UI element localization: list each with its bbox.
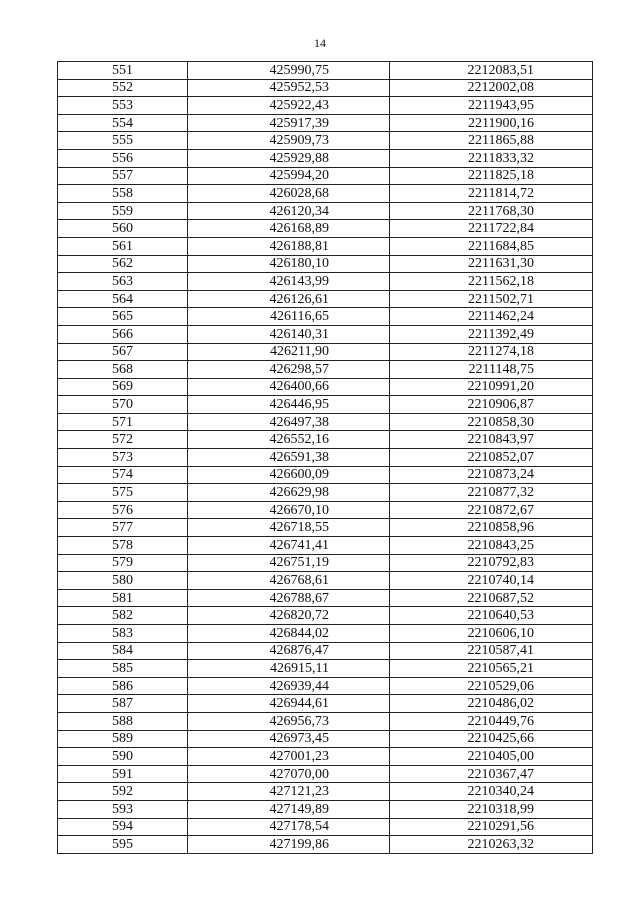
point-number-cell: 595 xyxy=(58,836,188,854)
point-number-cell: 563 xyxy=(58,273,188,291)
point-number-cell: 588 xyxy=(58,712,188,730)
x-coordinate-cell: 425917,39 xyxy=(188,114,390,132)
table-row xyxy=(58,642,593,660)
y-coordinate-cell: 2211274,18 xyxy=(390,343,593,361)
point-number-cell: 553 xyxy=(58,97,188,115)
y-coordinate-cell: 2210291,56 xyxy=(390,818,593,836)
y-coordinate-cell: 2210486,02 xyxy=(390,695,593,713)
table-row xyxy=(58,396,593,414)
point-number-cell: 560 xyxy=(58,220,188,238)
x-coordinate-cell: 426670,10 xyxy=(188,501,390,519)
coordinates-table-body xyxy=(58,62,593,854)
x-coordinate-cell: 425929,88 xyxy=(188,149,390,167)
y-coordinate-cell: 2210367,47 xyxy=(390,765,593,783)
table-row xyxy=(58,149,593,167)
point-number-cell: 551 xyxy=(58,62,188,80)
table-row xyxy=(58,554,593,572)
point-number-cell: 567 xyxy=(58,343,188,361)
x-coordinate-cell: 426600,09 xyxy=(188,466,390,484)
table-row xyxy=(58,167,593,185)
y-coordinate-cell: 2210877,32 xyxy=(390,484,593,502)
point-number-cell: 561 xyxy=(58,237,188,255)
x-coordinate-cell: 426116,65 xyxy=(188,308,390,326)
y-coordinate-cell: 2210843,25 xyxy=(390,537,593,555)
y-coordinate-cell: 2211943,95 xyxy=(390,97,593,115)
y-coordinate-cell: 2211684,85 xyxy=(390,237,593,255)
table-row xyxy=(58,836,593,854)
table-row xyxy=(58,62,593,80)
point-number-cell: 581 xyxy=(58,589,188,607)
point-number-cell: 565 xyxy=(58,308,188,326)
y-coordinate-cell: 2210843,97 xyxy=(390,431,593,449)
table-row xyxy=(58,220,593,238)
x-coordinate-cell: 426140,31 xyxy=(188,325,390,343)
x-coordinate-cell: 425909,73 xyxy=(188,132,390,150)
y-coordinate-cell: 2210640,53 xyxy=(390,607,593,625)
point-number-cell: 569 xyxy=(58,378,188,396)
y-coordinate-cell: 2211502,71 xyxy=(390,290,593,308)
y-coordinate-cell: 2211865,88 xyxy=(390,132,593,150)
y-coordinate-cell: 2211825,18 xyxy=(390,167,593,185)
table-row xyxy=(58,325,593,343)
y-coordinate-cell: 2211833,32 xyxy=(390,149,593,167)
x-coordinate-cell: 426944,61 xyxy=(188,695,390,713)
point-number-cell: 586 xyxy=(58,677,188,695)
page-number: 14 xyxy=(314,36,326,50)
point-number-cell: 559 xyxy=(58,202,188,220)
x-coordinate-cell: 426915,11 xyxy=(188,660,390,678)
x-coordinate-cell: 426400,66 xyxy=(188,378,390,396)
y-coordinate-cell: 2210858,30 xyxy=(390,413,593,431)
y-coordinate-cell: 2210529,06 xyxy=(390,677,593,695)
y-coordinate-cell: 2210606,10 xyxy=(390,625,593,643)
point-number-cell: 592 xyxy=(58,783,188,801)
x-coordinate-cell: 426211,90 xyxy=(188,343,390,361)
point-number-cell: 593 xyxy=(58,800,188,818)
table-row xyxy=(58,431,593,449)
coordinates-table xyxy=(57,61,593,854)
table-row xyxy=(58,361,593,379)
y-coordinate-cell: 2210852,07 xyxy=(390,449,593,467)
y-coordinate-cell: 2212083,51 xyxy=(390,62,593,80)
table-row xyxy=(58,748,593,766)
point-number-cell: 572 xyxy=(58,431,188,449)
table-row xyxy=(58,818,593,836)
y-coordinate-cell: 2210740,14 xyxy=(390,572,593,590)
table-row xyxy=(58,185,593,203)
table-row xyxy=(58,97,593,115)
x-coordinate-cell: 427178,54 xyxy=(188,818,390,836)
x-coordinate-cell: 426876,47 xyxy=(188,642,390,660)
x-coordinate-cell: 426741,41 xyxy=(188,537,390,555)
point-number-cell: 585 xyxy=(58,660,188,678)
point-number-cell: 580 xyxy=(58,572,188,590)
table-row xyxy=(58,132,593,150)
x-coordinate-cell: 425922,43 xyxy=(188,97,390,115)
table-row xyxy=(58,343,593,361)
y-coordinate-cell: 2211562,18 xyxy=(390,273,593,291)
y-coordinate-cell: 2211392,49 xyxy=(390,325,593,343)
table-row xyxy=(58,308,593,326)
y-coordinate-cell: 2210425,66 xyxy=(390,730,593,748)
table-row xyxy=(58,765,593,783)
point-number-cell: 576 xyxy=(58,501,188,519)
point-number-cell: 566 xyxy=(58,325,188,343)
table-row xyxy=(58,290,593,308)
table-row xyxy=(58,607,593,625)
x-coordinate-cell: 426973,45 xyxy=(188,730,390,748)
y-coordinate-cell: 2211462,24 xyxy=(390,308,593,326)
y-coordinate-cell: 2210587,41 xyxy=(390,642,593,660)
x-coordinate-cell: 426820,72 xyxy=(188,607,390,625)
x-coordinate-cell: 426188,81 xyxy=(188,237,390,255)
point-number-cell: 570 xyxy=(58,396,188,414)
point-number-cell: 589 xyxy=(58,730,188,748)
x-coordinate-cell: 425990,75 xyxy=(188,62,390,80)
point-number-cell: 571 xyxy=(58,413,188,431)
table-row xyxy=(58,519,593,537)
table-row xyxy=(58,712,593,730)
x-coordinate-cell: 426446,95 xyxy=(188,396,390,414)
table-row xyxy=(58,800,593,818)
table-row xyxy=(58,660,593,678)
table-row xyxy=(58,413,593,431)
x-coordinate-cell: 426120,34 xyxy=(188,202,390,220)
point-number-cell: 579 xyxy=(58,554,188,572)
y-coordinate-cell: 2210991,20 xyxy=(390,378,593,396)
point-number-cell: 578 xyxy=(58,537,188,555)
x-coordinate-cell: 426788,67 xyxy=(188,589,390,607)
x-coordinate-cell: 426497,38 xyxy=(188,413,390,431)
y-coordinate-cell: 2211768,30 xyxy=(390,202,593,220)
point-number-cell: 556 xyxy=(58,149,188,167)
x-coordinate-cell: 426751,19 xyxy=(188,554,390,572)
point-number-cell: 583 xyxy=(58,625,188,643)
y-coordinate-cell: 2210792,83 xyxy=(390,554,593,572)
x-coordinate-cell: 426768,61 xyxy=(188,572,390,590)
point-number-cell: 552 xyxy=(58,79,188,97)
x-coordinate-cell: 427070,00 xyxy=(188,765,390,783)
table-row xyxy=(58,255,593,273)
x-coordinate-cell: 426180,10 xyxy=(188,255,390,273)
table-row xyxy=(58,237,593,255)
y-coordinate-cell: 2210318,99 xyxy=(390,800,593,818)
point-number-cell: 574 xyxy=(58,466,188,484)
x-coordinate-cell: 426552,16 xyxy=(188,431,390,449)
x-coordinate-cell: 426028,68 xyxy=(188,185,390,203)
point-number-cell: 587 xyxy=(58,695,188,713)
y-coordinate-cell: 2211631,30 xyxy=(390,255,593,273)
y-coordinate-cell: 2210263,32 xyxy=(390,836,593,854)
point-number-cell: 575 xyxy=(58,484,188,502)
y-coordinate-cell: 2210872,67 xyxy=(390,501,593,519)
table-row xyxy=(58,730,593,748)
table-row xyxy=(58,572,593,590)
table-row xyxy=(58,466,593,484)
x-coordinate-cell: 426126,61 xyxy=(188,290,390,308)
table-row xyxy=(58,202,593,220)
table-row xyxy=(58,449,593,467)
x-coordinate-cell: 426939,44 xyxy=(188,677,390,695)
y-coordinate-cell: 2211814,72 xyxy=(390,185,593,203)
point-number-cell: 555 xyxy=(58,132,188,150)
table-row xyxy=(58,677,593,695)
table-row xyxy=(58,695,593,713)
x-coordinate-cell: 426956,73 xyxy=(188,712,390,730)
table-row xyxy=(58,589,593,607)
table-row xyxy=(58,625,593,643)
y-coordinate-cell: 2211722,84 xyxy=(390,220,593,238)
x-coordinate-cell: 425994,20 xyxy=(188,167,390,185)
y-coordinate-cell: 2210340,24 xyxy=(390,783,593,801)
y-coordinate-cell: 2210405,00 xyxy=(390,748,593,766)
y-coordinate-cell: 2212002,08 xyxy=(390,79,593,97)
point-number-cell: 590 xyxy=(58,748,188,766)
point-number-cell: 562 xyxy=(58,255,188,273)
y-coordinate-cell: 2210906,87 xyxy=(390,396,593,414)
table-row xyxy=(58,501,593,519)
y-coordinate-cell: 2210873,24 xyxy=(390,466,593,484)
table-row xyxy=(58,783,593,801)
point-number-cell: 554 xyxy=(58,114,188,132)
x-coordinate-cell: 427001,23 xyxy=(188,748,390,766)
y-coordinate-cell: 2211148,75 xyxy=(390,361,593,379)
point-number-cell: 594 xyxy=(58,818,188,836)
x-coordinate-cell: 426591,38 xyxy=(188,449,390,467)
y-coordinate-cell: 2211900,16 xyxy=(390,114,593,132)
x-coordinate-cell: 426298,57 xyxy=(188,361,390,379)
x-coordinate-cell: 426168,89 xyxy=(188,220,390,238)
x-coordinate-cell: 426629,98 xyxy=(188,484,390,502)
x-coordinate-cell: 426844,02 xyxy=(188,625,390,643)
y-coordinate-cell: 2210449,76 xyxy=(390,712,593,730)
x-coordinate-cell: 426143,99 xyxy=(188,273,390,291)
y-coordinate-cell: 2210687,52 xyxy=(390,589,593,607)
table-row xyxy=(58,114,593,132)
table-row xyxy=(58,273,593,291)
point-number-cell: 577 xyxy=(58,519,188,537)
table-row xyxy=(58,378,593,396)
point-number-cell: 564 xyxy=(58,290,188,308)
x-coordinate-cell: 426718,55 xyxy=(188,519,390,537)
x-coordinate-cell: 427199,86 xyxy=(188,836,390,854)
point-number-cell: 591 xyxy=(58,765,188,783)
x-coordinate-cell: 427149,89 xyxy=(188,800,390,818)
table-row xyxy=(58,537,593,555)
point-number-cell: 573 xyxy=(58,449,188,467)
point-number-cell: 582 xyxy=(58,607,188,625)
point-number-cell: 584 xyxy=(58,642,188,660)
x-coordinate-cell: 425952,53 xyxy=(188,79,390,97)
point-number-cell: 558 xyxy=(58,185,188,203)
y-coordinate-cell: 2210565,21 xyxy=(390,660,593,678)
y-coordinate-cell: 2210858,96 xyxy=(390,519,593,537)
point-number-cell: 557 xyxy=(58,167,188,185)
point-number-cell: 568 xyxy=(58,361,188,379)
table-row xyxy=(58,484,593,502)
x-coordinate-cell: 427121,23 xyxy=(188,783,390,801)
table-row xyxy=(58,79,593,97)
